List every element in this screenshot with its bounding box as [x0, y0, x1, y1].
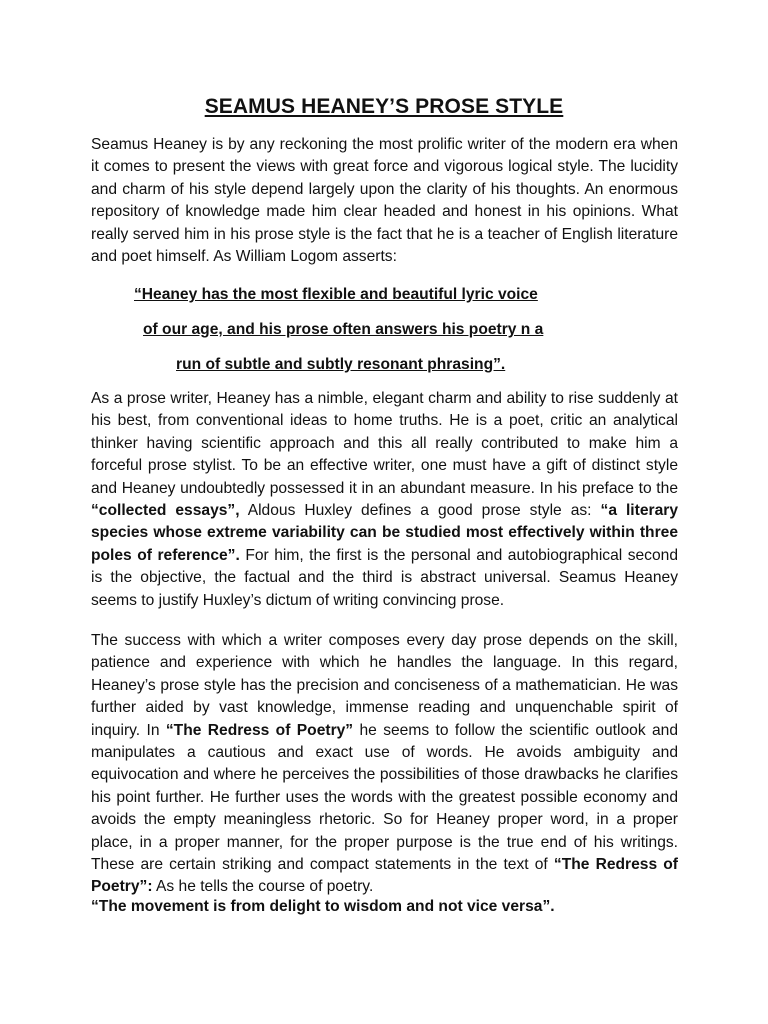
- bold-phrase-collected-essays: “collected essays”,: [91, 502, 240, 520]
- paragraph-text: The success with which a writer composes every day prose depends on the skill, patience and experience with which he handles the language. In this regard, Heaney’s prose style has the precision and conciseness of a mathematician. He was further aided by vast knowledge, immense reading and unquenchable spirit of inquiry. In: [91, 632, 678, 739]
- bold-phrase-redress-of-poetry: “The Redress of Poetry”: [165, 721, 354, 739]
- paragraph-success: [91, 630, 678, 899]
- paragraph-text: For him, the first is the personal and autobiographical second is the objective, the factual and the third is abstract universal. Seamus Heaney seems to justify Huxley’s dictum of writing convincing prose.: [91, 546, 678, 609]
- bold-phrase-huxley-definition: “a literary species whose extreme variability can be studied most effectively within three poles of reference”.: [91, 502, 678, 564]
- closing-quote: “The movement is from delight to wisdom and not vice versa”.: [91, 898, 555, 915]
- paragraph-text: Aldous Huxley defines a good prose style as:: [239, 502, 601, 520]
- quote-line-1: “Heaney has the most flexible and beautiful lyric voice: [134, 286, 538, 303]
- paragraph-text: As he tells the course of poetry.: [152, 878, 374, 896]
- quote-line-2: of our age, and his prose often answers his poetry n a: [143, 321, 544, 338]
- paragraph-text: he seems to follow the scientific outlook and manipulates a cautious and exact use of words. He avoids ambiguity and equivocation and where he perceives the possibilities of those drawbacks he clarifies his point further. He further uses the words with the greatest possible economy and avoids the empty meaningless rhetoric. So for Heaney proper word, in a proper place, in a proper manner, for the proper purpose is the true end of his writings. These are certain striking and compact statements in the text of: [91, 721, 679, 874]
- paragraph-prose-writer: [91, 388, 678, 612]
- bold-phrase-redress-of-poetry-2: “The Redress of Poetry”:: [91, 856, 678, 896]
- paragraph-intro: Seamus Heaney is by any reckoning the most prolific writer of the modern era when it comes to present the views with great force and vigorous logical style. The lucidity and charm of his style depend largely upon the clarity of his thoughts. An enormous repository of knowledge made him clear headed and honest in his opinions. What really served him in his prose style is the fact that he is a teacher of English literature and poet himself. As William Logom asserts:: [91, 136, 678, 266]
- quote-line-3: run of subtle and subtly resonant phrasing”.: [176, 356, 506, 373]
- page-title: SEAMUS HEANEY’S PROSE STYLE: [204, 95, 564, 118]
- paragraph-text: As a prose writer, Heaney has a nimble, elegant charm and ability to rise suddenly at his best, from conventional ideas to home truths. He is a poet, critic an analytical thinker having scientific approach and this all really contributed to make him a forceful prose stylist. To be an effective writer, one must have a gift of distinct style and Heaney undoubtedly possessed it in an abundant measure. In his preface to the: [91, 390, 678, 497]
